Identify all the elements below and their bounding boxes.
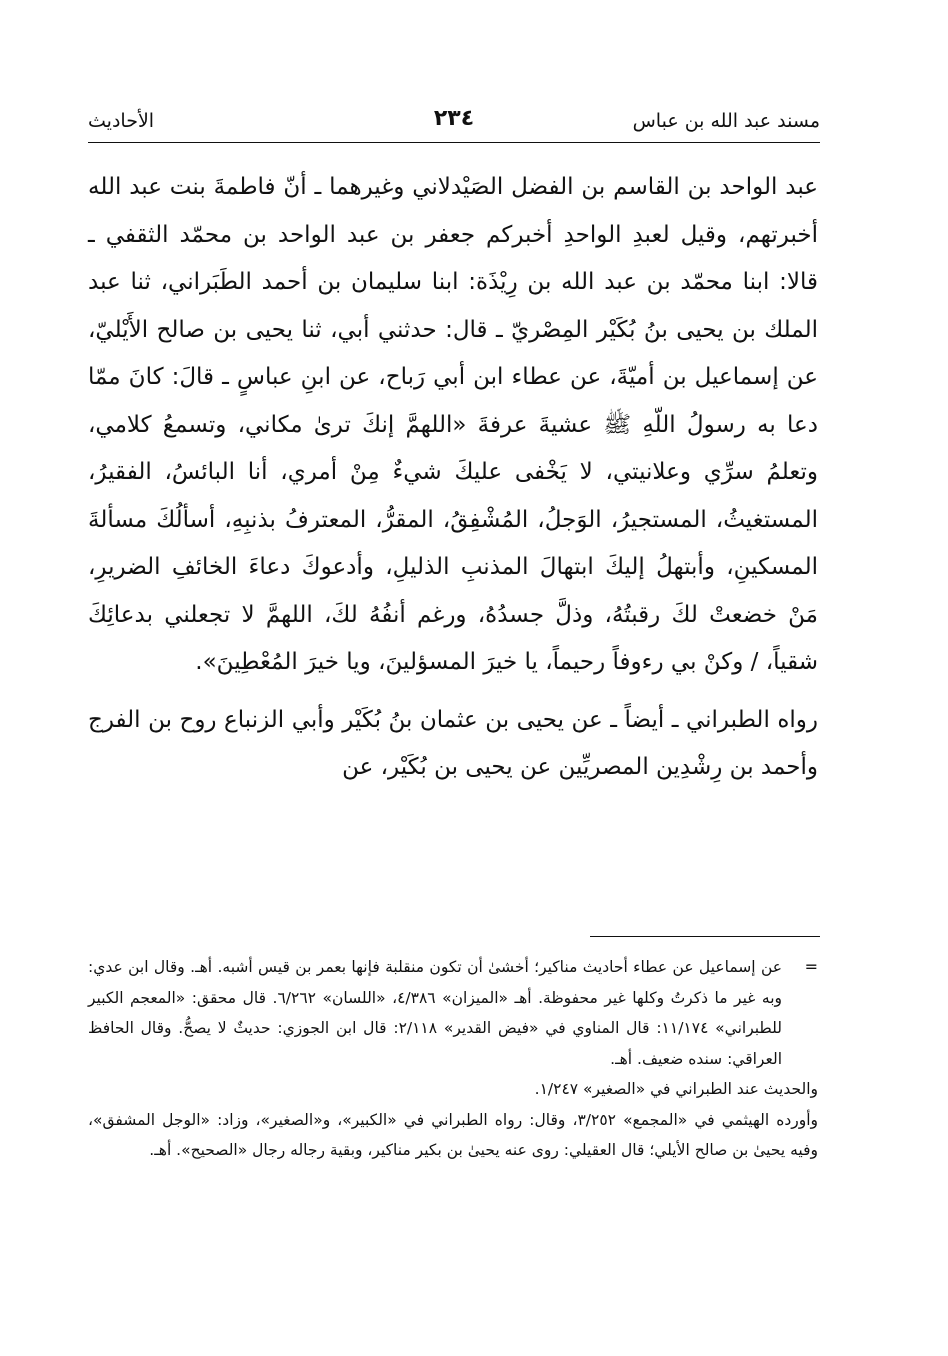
- footnote-continuation: [88, 952, 818, 1074]
- main-text: [88, 164, 818, 792]
- section-title: الأحاديث: [88, 110, 155, 132]
- book-title: مسند عبد الله بن عباس: [632, 110, 820, 132]
- footnote-text: وأورده الهيثمي في «المجمع» ٣/٢٥٢، وقال: رواه الطبراني في «الكبير»، و«الصغير»، وزاد: «الوجل المشفق»، وفيه يحيىٰ بن صالح الأيلي؛ قال العقيلي: روى عنه يحيىٰ بن بكير مناكير، وبقية رجاله رجال «الصحيح». أهـ.: [88, 1110, 819, 1159]
- narration-paragraph: رواه الطبراني ـ أيضاً ـ عن يحيى بن عثمان بنُ بُكَيْر وأبي الزنباع روح بن الفرج وأحمد بن رِشْدِين المصريِّين عن يحيى بن بُكَيْر، عن: [88, 706, 818, 780]
- footnote-divider: [590, 936, 820, 937]
- continuation-marker: =: [804, 957, 818, 976]
- hadith-paragraph: عبد الواحد بن القاسم بن الفضل الصَيْدلاني وغيرهما ـ أنّ فاطمةَ بنت عبد الله أخبرتهم، وقيل لعبدِ الواحدِ أخبركم جعفر بن عبد الواحد بن محمّد الثقفي ـ قالا: ابنا محمّد بن عبد الله بن رِيْذَة: ابنا سليمان بن أحمد الطَبَراني، ثنا عبد الملك بن يحيى بنُ بُكَيْر المِصْريّ ـ قال: حدثني أبي، ثنا يحيى بن صالح الأَيْليّ، عن إسماعيل بن أميّةَ، عن عطاء ابن أبي رَباح، عن ابنِ عباسٍ ـ قالَ: كانَ ممّا دعا به رسولُ اللّهِ ﷺ عشيةَ عرفةَ «اللهمَّ إنكَ ترىٰ مكاني، وتسمعُ كلامي، وتعلمُ سرِّي وعلانيتي، لا يَخْفى عليكَ شيءٌ مِنْ أمري، أنا البائسُ، الفقيرُ، المستغيثُ، المستجيرُ، الوَجلُ، المُشْفِقُ، المقرُّ، المعترفُ بذنبِهِ، أسألُكَ مسألةَ المسكينِ، وأبتهلُ إليكَ ابتهالَ المذنبِ الذليلِ، وأدعوكَ دعاءَ الخائفِ الضريرِ، مَنْ خضعتْ لكَ رقبتُهُ، وذلَّ جسدُهُ، ورغم أنفُهُ لكَ، اللهمَّ لا تجعلني بدعائِكَ شقياً، / وكنْ بي رءوفاً رحيماً، يا خيرَ المسؤلينَ، ويا خيرَ المُعْطِينَ».: [88, 174, 818, 675]
- footnote-text: عن إسماعيل عن عطاء أحاديث مناكير؛ أخشىٰ أن تكون منقلبة فإنها بعمر بن قيس أشبه. أهـ. وقال ابن عدي: وبه غير ما ذكرتُ وكلها غير محفوظة. أهـ «الميزان» ٤/٣٨٦، «اللسان» ٦/٢٦٢. قال محقق: «المعجم الكبير للطبراني» ١١/١٧٤: قال المناوي في «فيض القدير» ٢/١١٨: قال ابن الجوزي: حديثٌ لا يصحُّ. وقال الحافظ العراقي: سنده ضعيف. أهـ.: [88, 958, 783, 1068]
- page-number: ٢٣٤: [433, 106, 475, 131]
- footnote-text: والحديث عند الطبراني في «الصغير» ١/٢٤٧.: [534, 1080, 818, 1098]
- footnotes: [88, 952, 818, 1166]
- running-header: [88, 104, 820, 140]
- header-divider: [88, 142, 820, 143]
